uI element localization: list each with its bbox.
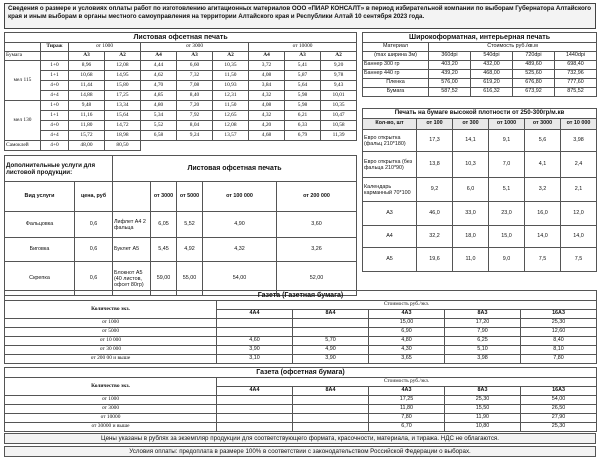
price-cell: 54,00 — [521, 396, 597, 405]
price-cell: 25,30 — [445, 396, 521, 405]
offset-title: Листовая офсетная печать — [5, 33, 357, 43]
qty-header: от 100 000 — [203, 182, 277, 212]
price-cell: 6,25 — [445, 337, 521, 346]
format-header: А4 — [141, 52, 177, 61]
color-spec: 4+0 — [41, 81, 69, 91]
price-cell: 11,16 — [69, 111, 105, 121]
price-cell: 15,80 — [105, 81, 141, 91]
price-cell: 4,68 — [249, 131, 285, 141]
format-header: 8А3 — [445, 310, 521, 319]
price-cell: 14,95 — [105, 71, 141, 81]
price-cell: 5,10 — [445, 346, 521, 355]
price-cell: 9,24 — [177, 131, 213, 141]
price-cell: 9,48 — [69, 101, 105, 111]
price-cell: 4,1 — [525, 152, 561, 178]
service-type-label: Вид услуги — [5, 182, 75, 212]
price-cell: 16,0 — [525, 202, 561, 226]
price-cell: 3,98 — [561, 130, 597, 152]
price-cell: 3,26 — [277, 238, 357, 262]
price-cell: 9,1 — [489, 130, 525, 152]
footer-note-prices: Цены указаны в рублях за экземпляр продукции для соответствующего формата, красочности, материала, и тиража. НДС не облагаются. — [4, 433, 596, 444]
service-name: Скрепка — [5, 262, 75, 296]
format-header: 4А3 — [369, 387, 445, 396]
price-cell: 11,44 — [69, 81, 105, 91]
price-cell: 9,78 — [321, 71, 357, 81]
extra-services-table — [4, 155, 357, 296]
price-cell: 6,58 — [141, 131, 177, 141]
format-header: А2 — [321, 52, 357, 61]
price-cell: 619,20 — [471, 79, 513, 88]
price-cell: 23,0 — [489, 202, 525, 226]
gazeta-offset-table — [4, 367, 597, 432]
price-cell: 13,34 — [105, 101, 141, 111]
qty-header: от 200 000 — [277, 182, 357, 212]
gazeta1-qty-label: Количество экз. — [5, 301, 217, 319]
price-cell: 5,34 — [141, 111, 177, 121]
price-cell: 18,98 — [105, 131, 141, 141]
qty-cell: от 30 000 — [5, 346, 217, 355]
price-cell: 12,60 — [521, 328, 597, 337]
wide-title: Широкоформатная, интерьерная печать — [363, 33, 597, 43]
price-cell: 10,47 — [321, 111, 357, 121]
price-cell: 4,32 — [203, 238, 277, 262]
price-cell: 12,08 — [105, 61, 141, 71]
price-cell: 12,65 — [213, 111, 249, 121]
price-cell: 19,6 — [417, 248, 453, 272]
qty-cell: от 1000 — [5, 319, 217, 328]
qty-cell: от 5000 — [5, 328, 217, 337]
price-cell: 8,10 — [521, 346, 597, 355]
format-header: А2 — [213, 52, 249, 61]
color-spec: 1+0 — [41, 61, 69, 71]
product-name: Блокнот А5 (40 листов, офсет 80гр) — [113, 262, 151, 296]
price-cell — [293, 405, 369, 414]
price-cell: 3,98 — [445, 355, 521, 364]
price-cell: 13,8 — [417, 152, 453, 178]
price-cell: 4,32 — [249, 111, 285, 121]
extra-title: Дополнительные услуги для листовой продукции: — [5, 156, 113, 182]
price-cell: 4,62 — [141, 71, 177, 81]
color-spec: 4+4 — [41, 91, 69, 101]
tirazh-group: от 3000 — [141, 43, 249, 52]
price-cell: 10,68 — [69, 71, 105, 81]
service-price: 0,6 — [75, 262, 113, 296]
price-cell: 7,32 — [177, 71, 213, 81]
product-name: Евро открытка (без фальца 210*90) — [363, 152, 417, 178]
product-name: Буклет А5 — [113, 238, 151, 262]
product-name: А3 — [363, 202, 417, 226]
tirazh-group: от 1000 — [69, 43, 141, 52]
dense-title: Печать на бумаге высокой плотности от 250-300гр/м.кв — [363, 109, 597, 119]
color-spec: 4+0 — [41, 121, 69, 131]
price-cell: 3,90 — [217, 346, 293, 355]
price-cell: 3,2 — [525, 178, 561, 202]
price-cell: 6,0 — [453, 178, 489, 202]
price-cell — [293, 328, 369, 337]
price-cell: 9,0 — [489, 248, 525, 272]
price-cell: 10,35 — [321, 101, 357, 111]
price-cell: 4,44 — [141, 61, 177, 71]
price-cell — [217, 396, 293, 405]
price-cell: 5,6 — [525, 130, 561, 152]
price-cell: 4,90 — [293, 346, 369, 355]
price-cell: 5,52 — [177, 212, 203, 238]
footer-note-payment: Условия оплаты: предоплата в размере 100% в соответствии с законодательством Российской Федерации о выборах. — [4, 446, 596, 457]
price-cell: 875,52 — [555, 88, 597, 97]
price-cell: 15,72 — [69, 131, 105, 141]
price-cell: 9,43 — [321, 81, 357, 91]
price-cell: 9,2 — [417, 178, 453, 202]
price-cell: 403,20 — [429, 61, 471, 70]
price-cell: 3,10 — [217, 355, 293, 364]
price-cell: 12,08 — [213, 121, 249, 131]
price-cell: 4,80 — [141, 101, 177, 111]
price-cell: 12,31 — [213, 91, 249, 101]
product-name: Евро открытка (фальц 210*180) — [363, 130, 417, 152]
price-cell: 9,20 — [321, 61, 357, 71]
price-cell: 5,64 — [285, 81, 321, 91]
price-cell: 17,20 — [445, 319, 521, 328]
price-cell: 5,52 — [141, 121, 177, 131]
price-cell: 2,4 — [561, 152, 597, 178]
price-cell: 52,00 — [277, 262, 357, 296]
price-cell: 6,33 — [285, 121, 321, 131]
color-spec: 1+1 — [41, 111, 69, 121]
qty-cell: от 10 000 — [5, 337, 217, 346]
price-cell: 14,1 — [453, 130, 489, 152]
price-cell — [217, 405, 293, 414]
price-cell: 616,32 — [471, 88, 513, 97]
price-cell: 14,0 — [561, 226, 597, 248]
qty-header: от 3000 — [525, 119, 561, 130]
price-cell: 12,0 — [561, 202, 597, 226]
price-cell: 7,80 — [521, 355, 597, 364]
price-cell: 11,80 — [369, 405, 445, 414]
price-cell: 5,41 — [285, 61, 321, 71]
price-cell: 489,60 — [513, 61, 555, 70]
price-cell — [217, 328, 293, 337]
price-cell: 10,35 — [213, 61, 249, 71]
price-cell: 3,65 — [369, 355, 445, 364]
price-cell: 6,70 — [369, 423, 445, 432]
material-name: Бумага — [363, 88, 429, 97]
price-cell: 7,80 — [369, 414, 445, 423]
price-cell: 80,50 — [105, 141, 141, 151]
price-cell: 468,00 — [471, 70, 513, 79]
price-cell: 8,04 — [177, 121, 213, 131]
price-cell: 14,72 — [105, 121, 141, 131]
price-cell: 2,1 — [561, 178, 597, 202]
color-spec: 1+1 — [41, 71, 69, 81]
price-cell: 59,00 — [151, 262, 177, 296]
qty-header: от 300 — [453, 119, 489, 130]
tirazh-label: Тираж — [41, 43, 69, 52]
service-name: Фальцовка — [5, 212, 75, 238]
price-cell: 26,50 — [521, 405, 597, 414]
dpi-header: 720dpi — [513, 52, 555, 61]
price-cell: 525,60 — [513, 70, 555, 79]
gazeta1-price-label: Стоимость руб./экз. — [217, 301, 597, 310]
price-cell: 4,92 — [177, 238, 203, 262]
price-cell: 25,30 — [521, 423, 597, 432]
service-price-label: цена, руб — [75, 182, 113, 212]
price-cell: 5,45 — [151, 238, 177, 262]
price-cell: 10,01 — [321, 91, 357, 101]
price-cell: 6,21 — [285, 111, 321, 121]
product-name: Лифлет А4 2 фальца — [113, 212, 151, 238]
price-cell: 11,80 — [69, 121, 105, 131]
price-cell: 4,30 — [369, 346, 445, 355]
price-cell: 4,70 — [141, 81, 177, 91]
service-name: Биговка — [5, 238, 75, 262]
price-cell: 46,0 — [417, 202, 453, 226]
format-header: 8А3 — [445, 387, 521, 396]
price-cell: 10,80 — [445, 423, 521, 432]
paper-type: мел 115 — [5, 61, 41, 101]
dpi-header: 1440dpi — [555, 52, 597, 61]
price-cell: 5,1 — [489, 178, 525, 202]
format-header: 4А3 — [369, 310, 445, 319]
price-cell — [293, 319, 369, 328]
material-label: Материал — [363, 43, 429, 52]
format-header: А4 — [249, 52, 285, 61]
price-cell: 6,79 — [285, 131, 321, 141]
paper-type: Самоклей — [5, 141, 41, 151]
price-cell: 777,60 — [555, 79, 597, 88]
price-cell: 587,52 — [429, 88, 471, 97]
price-cell: 6,05 — [151, 212, 177, 238]
format-header: 16А3 — [521, 387, 597, 396]
qty-cell: от 1000 — [5, 396, 217, 405]
material-name: Пленка — [363, 79, 429, 88]
price-cell: 5,98 — [285, 91, 321, 101]
price-cell: 698,40 — [555, 61, 597, 70]
price-cell: 4,80 — [369, 337, 445, 346]
price-cell: 10,93 — [213, 81, 249, 91]
price-cell: 6,60 — [177, 61, 213, 71]
price-cell: 54,00 — [203, 262, 277, 296]
price-cell: 439,20 — [429, 70, 471, 79]
qty-header: от 10 000 — [561, 119, 597, 130]
price-cell: 17,25 — [105, 91, 141, 101]
price-cell: 27,90 — [521, 414, 597, 423]
dpi-header: 540dpi — [471, 52, 513, 61]
price-cell: 11,50 — [213, 101, 249, 111]
color-spec: 4+0 — [41, 141, 69, 151]
price-cell: 4,60 — [217, 337, 293, 346]
gazeta-newsprint-table — [4, 290, 597, 364]
price-cell: 7,92 — [177, 111, 213, 121]
price-cell: 11,90 — [445, 414, 521, 423]
color-spec: 4+4 — [41, 131, 69, 141]
price-cell: 4,32 — [249, 91, 285, 101]
format-header: 8А4 — [293, 310, 369, 319]
price-cell: 33,0 — [453, 202, 489, 226]
price-cell: 7,5 — [561, 248, 597, 272]
service-price: 0,6 — [75, 238, 113, 262]
price-cell: 10,3 — [453, 152, 489, 178]
qty-cell: от 200 00 и выше — [5, 355, 217, 364]
price-cell: 576,00 — [429, 79, 471, 88]
price-cell — [217, 423, 293, 432]
qty-header: от 1000 — [489, 119, 525, 130]
price-cell: 676,80 — [513, 79, 555, 88]
format-header: 4А4 — [217, 310, 293, 319]
price-cell: 18,0 — [453, 226, 489, 248]
format-header: А3 — [177, 52, 213, 61]
price-cell: 4,90 — [203, 212, 277, 238]
document-header: Сведения о размере и условиях оплаты работ по изготовлению агитационных материалов ООО «ПИАР КОНСАЛТ» в период избирательной компании по выборам Губернатора Алтайского края и иным выборам в органы местного самоуправления на территории Алтайского края и Республики Алтай 10 сентября 2023 года. — [4, 3, 596, 29]
offset-body — [5, 61, 357, 151]
product-name: А5 — [363, 248, 417, 272]
product-name: А4 — [363, 226, 417, 248]
color-spec: 1+0 — [41, 101, 69, 111]
price-cell: 3,60 — [277, 212, 357, 238]
price-cell: 17,25 — [369, 396, 445, 405]
price-cell: 8,40 — [177, 91, 213, 101]
price-cell: 7,0 — [489, 152, 525, 178]
format-header: 8А4 — [293, 387, 369, 396]
qty-label: Кол-во, шт — [363, 119, 417, 130]
service-price: 0,6 — [75, 212, 113, 238]
qty-cell: от 10000 — [5, 414, 217, 423]
price-cell — [293, 414, 369, 423]
price-cell: 25,30 — [521, 319, 597, 328]
price-cell: 48,00 — [69, 141, 105, 151]
price-cell: 432,00 — [471, 61, 513, 70]
price-cell: 3,84 — [249, 81, 285, 91]
price-cell: 8,96 — [69, 61, 105, 71]
price-cell: 6,90 — [369, 328, 445, 337]
price-cell: 17,3 — [417, 130, 453, 152]
price-cell: 5,87 — [285, 71, 321, 81]
price-cell: 5,70 — [293, 337, 369, 346]
format-header: А2 — [105, 52, 141, 61]
gazeta2-qty-label: Количество экз. — [5, 378, 217, 396]
wide-format-table — [362, 32, 597, 97]
price-cell: 32,2 — [417, 226, 453, 248]
dpi-header: 360dpi — [429, 52, 471, 61]
format-header: А3 — [69, 52, 105, 61]
price-cell — [293, 396, 369, 405]
gazeta2-title: Газета (офсетная бумага) — [5, 368, 597, 378]
price-cell: 11,0 — [453, 248, 489, 272]
price-cell: 7,90 — [445, 328, 521, 337]
price-cell: 4,20 — [249, 121, 285, 131]
price-cell: 5,98 — [285, 101, 321, 111]
material-name: Баннер 300 гр — [363, 61, 429, 70]
qty-header: от 5000 — [177, 182, 203, 212]
price-cell: 4,85 — [141, 91, 177, 101]
price-cell: 673,92 — [513, 88, 555, 97]
price-cell: 11,50 — [213, 71, 249, 81]
format-header: 4А4 — [217, 387, 293, 396]
price-cell: 732,96 — [555, 70, 597, 79]
price-cell: 4,08 — [249, 101, 285, 111]
format-header: А3 — [285, 52, 321, 61]
price-cell: 7,08 — [177, 81, 213, 91]
qty-cell: от 3000 — [5, 405, 217, 414]
price-cell — [217, 414, 293, 423]
width-label: (max ширина 3м) — [363, 52, 429, 61]
offset2-title: Листовая офсетная печать — [113, 156, 357, 182]
price-cell: 8,40 — [521, 337, 597, 346]
price-cell: 15,50 — [445, 405, 521, 414]
material-name: Баннер 440 гр — [363, 70, 429, 79]
price-cell: 3,90 — [293, 355, 369, 364]
offset-table — [4, 32, 357, 151]
product-name: Календарь карманный 70*100 — [363, 178, 417, 202]
dense-paper-table — [362, 108, 597, 272]
price-cell: 15,0 — [489, 226, 525, 248]
format-header: 16А3 — [521, 310, 597, 319]
paper-label: Бумага — [5, 52, 41, 61]
price-cell: 14,0 — [525, 226, 561, 248]
price-cell: 10,58 — [321, 121, 357, 131]
gazeta1-title: Газета (Газетная бумага) — [5, 291, 597, 301]
price-cell — [293, 423, 369, 432]
price-cell: 4,08 — [249, 71, 285, 81]
price-cell: 3,72 — [249, 61, 285, 71]
paper-type: мел 130 — [5, 101, 41, 141]
tirazh-group: от 10000 — [249, 43, 357, 52]
price-cell — [217, 319, 293, 328]
qty-header: от 3000 — [151, 182, 177, 212]
qty-header: от 100 — [417, 119, 453, 130]
price-cell: 14,88 — [69, 91, 105, 101]
qty-cell: от 30000 и выше — [5, 423, 217, 432]
price-cell: 11,39 — [321, 131, 357, 141]
price-cell: 7,5 — [525, 248, 561, 272]
price-cell: 55,00 — [177, 262, 203, 296]
price-cell: 7,20 — [177, 101, 213, 111]
price-cell: 15,00 — [369, 319, 445, 328]
price-cell: 15,64 — [105, 111, 141, 121]
price-cell: 13,57 — [213, 131, 249, 141]
wide-price-label: Стоимость руб./кв.м — [429, 43, 597, 52]
gazeta2-price-label: Стоимость руб./экз. — [217, 378, 597, 387]
